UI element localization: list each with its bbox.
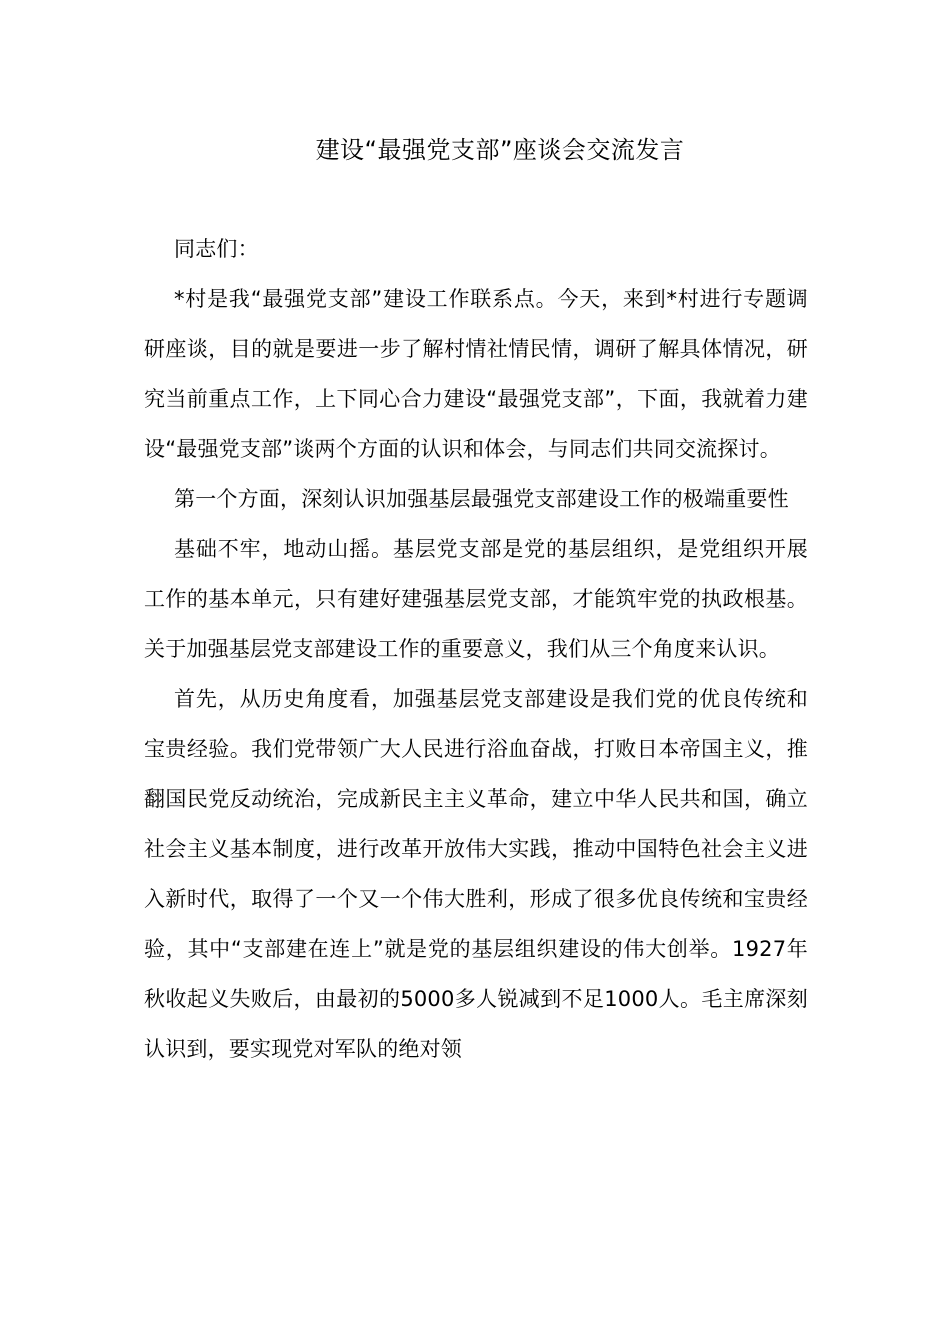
paragraph-history: 首先，从历史角度看，加强基层党支部建设是我们党的优良传统和宝贵经验。我们党带领广大人民进行浴血奋战，打败日本帝国主义，推翻国民党反动统治，完成新民主主义革命，建立中华人民共和国，确立社会主义基本制度，进行改革开放伟大实践，推动中国特色社会主义进入新时代，取得了一个又一个伟大胜利，形成了很多优良传统和宝贵经验，其中“支部建在连上”就是党的基层组织建设的伟大创举。1927年秋收起义失败后，由最初的5000多人锐减到不足1000人。毛主席深刻认识到，要实现党对军队的绝对领 — [144, 687, 808, 1061]
paragraph-section-heading: 第一个方面，深刻认识加强基层最强党支部建设工作的极端重要性 — [174, 487, 789, 511]
document-title: 建设“最强党支部”座谈会交流发言 — [315, 136, 685, 164]
paragraph-foundation: 基础不牢，地动山摇。基层党支部是党的基层组织，是党组织开展工作的基本单元，只有建好建强基层党支部，才能筑牢党的执政根基。关于加强基层党支部建设工作的重要意义，我们从三个角度来认识。 — [144, 537, 808, 661]
paragraph-salutation: 同志们： — [174, 237, 259, 261]
paragraph-intro: *村是我“最强党支部”建设工作联系点。今天，来到*村进行专题调研座谈，目的就是要进一步了解村情社情民情，调研了解具体情况，研究当前重点工作，上下同心合力建设“最强党支部”，下面，我就着力建设“最强党支部”谈两个方面的认识和体会，与同志们共同交流探讨。 — [144, 287, 808, 461]
document-body — [144, 224, 808, 1074]
